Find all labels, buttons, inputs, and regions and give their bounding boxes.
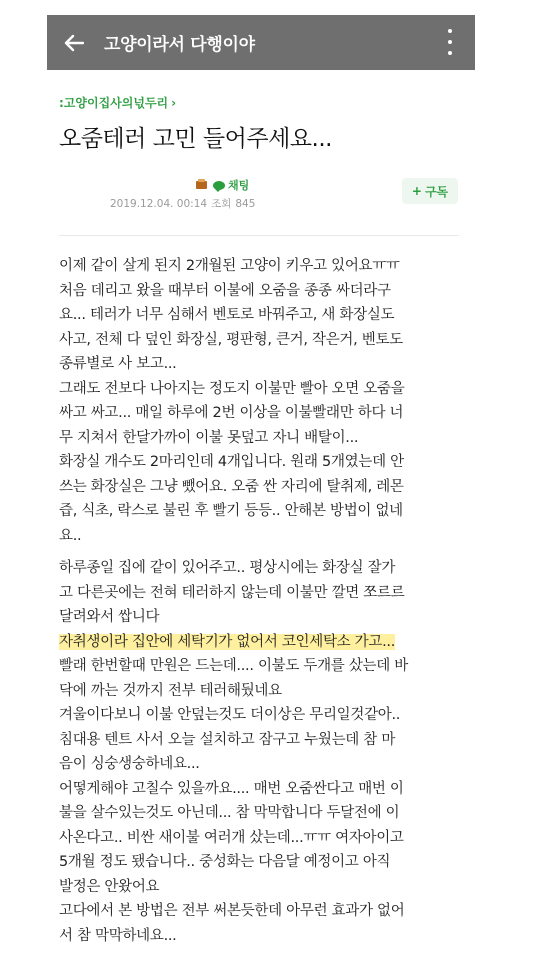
app-bar	[47, 15, 475, 70]
post-body	[59, 254, 479, 948]
body-line: 침대용 텐트 사서 오늘 설치하고 잠구고 누웠는데 참 마	[59, 731, 396, 748]
body-line: 사고, 전체 다 덮인 화장실, 평판형, 큰거, 작은거, 벤토도	[59, 331, 403, 348]
body-line: 빨래 한번할때 만원은 드는데.... 이불도 두개를 샀는데 바	[59, 658, 408, 674]
body-line: 화장실 개수도 2마리인데 4개입니다. 원래 5개였는데 안	[59, 454, 404, 470]
views-label: 조회	[211, 198, 232, 210]
paragraph-2	[59, 556, 479, 948]
body-line: 이제 같이 살게 된지 2개월된 고양이 키우고 있어요ㅠㅠ	[59, 258, 400, 274]
member-level-icon	[196, 181, 207, 189]
body-line: 처음 데리고 왔을 때부터 이불에 오줌을 종종 싸더라구	[59, 282, 391, 299]
more-options-button[interactable]	[445, 29, 455, 55]
more-dot-icon	[448, 40, 452, 44]
body-line: 쓰는 화장실은 그냥 뺐어요. 오줌 싼 자리에 탈취제, 레몬	[59, 478, 404, 495]
body-line: 요... 테러가 너무 심해서 벤토로 바꿔주고, 새 화장실도	[59, 307, 395, 323]
body-line: 어떻게해야 고칠수 있을까요.... 매번 오줌싼다고 매번 이	[59, 780, 404, 797]
body-line: 불을 살수있는것도 아닌데... 참 막막합니다 두달전에 이	[59, 805, 400, 821]
plus-icon: +	[411, 184, 422, 198]
highlighted-line	[59, 630, 479, 655]
body-line: 고 다른곳에는 전혀 테러하지 않는데 이불만 깔면 쪼르르	[59, 584, 405, 601]
body-line: 하루종일 집에 같이 있어주고.. 평상시에는 화장실 잘가	[59, 560, 396, 576]
body-line: 고다에서 본 방법은 전부 써본듯한데 아무런 효과가 없어	[59, 903, 405, 919]
paragraph-gap	[59, 548, 479, 556]
body-line: 서 참 막막하네요...	[59, 927, 177, 944]
more-dot-icon	[448, 51, 452, 55]
post-date: 2019.12.04. 00:14	[110, 198, 208, 210]
body-line: 달려와서 쌉니다	[59, 609, 160, 625]
body-line: 요..	[59, 527, 82, 544]
body-line: 싸고 싸고... 매일 하루에 2번 이상을 이불빨래만 하다 너	[59, 405, 404, 421]
chat-button[interactable]	[213, 177, 249, 193]
body-line: 5개월 정도 됐습니다.. 중성화는 다음달 예정이고 아직	[59, 854, 391, 870]
chat-bubble-icon	[213, 181, 225, 190]
back-button[interactable]	[61, 30, 87, 56]
highlight-text: 자취생이라 집안에 세탁기가 없어서 코인세탁소 가고...	[59, 633, 396, 650]
body-line: 그래도 전보다 나아지는 정도지 이불만 빨아 오면 오줌을	[59, 380, 405, 397]
body-line: 사온다고.. 비싼 새이불 여러개 샀는데...ㅠㅠ 여자아이고	[59, 829, 404, 846]
body-line: 즙, 식초, 락스로 불린 후 빨기 등등.. 안해본 방법이 없네	[59, 503, 403, 519]
author-line	[196, 177, 249, 193]
post-title: 오줌테러 고민 들어주세요...	[59, 126, 332, 152]
paragraph-1	[59, 254, 479, 548]
subscribe-button[interactable]	[402, 178, 458, 204]
views-count: 845	[235, 198, 256, 210]
cafe-title: 고양이라서 다행이야	[104, 35, 255, 55]
body-line: 닥에 까는 것까지 전부 테러해뒀네요	[59, 682, 282, 699]
body-line: 종류별로 사 보고...	[59, 356, 177, 372]
subscribe-label: 구독	[424, 184, 449, 199]
body-line: 발정은 안왔어요	[59, 878, 160, 895]
more-dot-icon	[448, 29, 452, 33]
post-meta	[110, 196, 259, 211]
back-arrow-icon	[64, 34, 84, 52]
board-name: :고양이집사의넋두리	[59, 96, 169, 110]
body-line: 음이 싱숭생숭하네요...	[59, 756, 200, 772]
body-line: 겨울이다보니 이불 안덮는것도 더이상은 무리일것같아..	[59, 707, 401, 723]
body-line: 무 지쳐서 한달가까이 이불 못덮고 자니 배탈이...	[59, 429, 359, 446]
divider	[59, 235, 459, 236]
chat-label: 채팅	[228, 179, 250, 192]
board-link[interactable]	[59, 94, 176, 111]
chevron-right-icon: ›	[171, 96, 177, 110]
